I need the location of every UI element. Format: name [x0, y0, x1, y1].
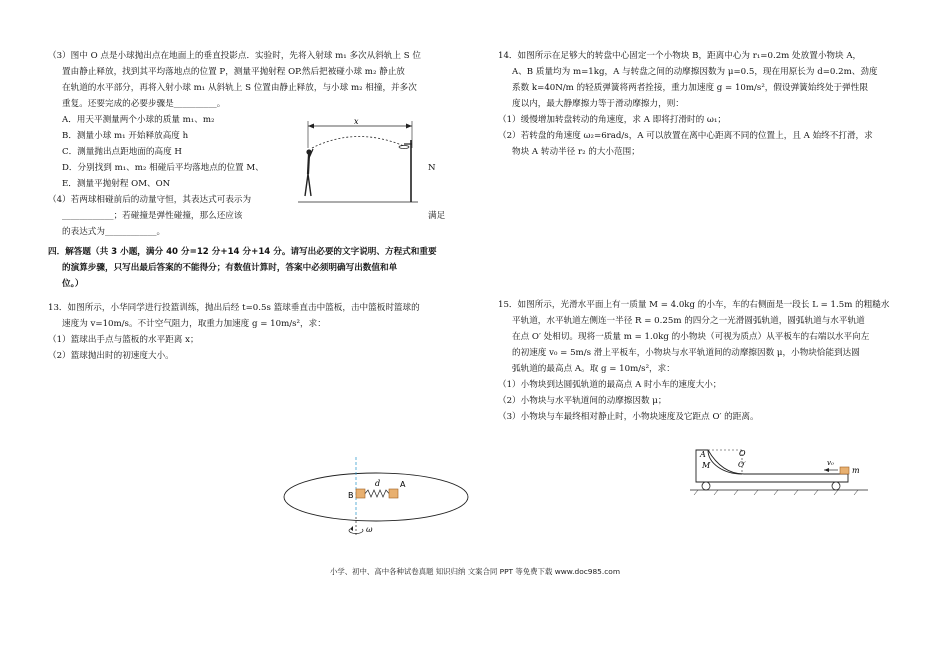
q15-sub: （3）小物块与车最终相对静止时，小物块速度及它距点 O′ 的距离。 — [498, 412, 759, 422]
page-footer: 小学、初中、高中各种试卷真题 知识归纳 文案合同 PPT 等免费下载 www.doc985.com — [329, 567, 621, 576]
option-c: C．测量抛出点距地面的高度 H — [62, 147, 182, 157]
q15-block — [498, 297, 903, 425]
q15-line: 的初速度 v₀ = 5m/s 滑上平板车，小物块与水平轨道间的动摩擦因数 μ，小物块恰能到达圆 — [512, 348, 860, 358]
right-column — [498, 48, 903, 160]
option-d: D．分别找到 m₁、m₂ 相碰后平均落地点的位置 M、 N — [48, 160, 453, 176]
q14-line: 14．如图所示在足够大的转盘中心固定一个小物块 B，距离中心为 r₁=0.2m 处放置小物块 A， — [498, 51, 862, 61]
q15-sub: （2）小物块与水平轨道间的动摩擦因数 μ； — [498, 396, 667, 406]
x-label: x — [354, 118, 359, 126]
option-a: A．用天平测量两个小球的质量 m₁、m₂ — [62, 115, 215, 125]
section-heading: 位。） — [62, 279, 84, 289]
q13-sub: （1）篮球出手点与篮板的水平距离 x； — [48, 335, 199, 345]
q3-line: （3）图中 O 点是小球抛出点在地面上的垂直投影点．实验时，先将入射球 m₁ 多次从斜轨上 S 位 — [48, 51, 421, 61]
q14-line: 系数 k=40N/m 的轻质弹簧将两者拴接，重力加速度 g = 10m/s²，假设弹簧始终处于弹性限 — [512, 83, 868, 93]
label-v0: v₀ — [827, 459, 834, 467]
basketball-figure — [296, 118, 426, 206]
label-a: A — [400, 480, 406, 489]
q4-line: （4）若两球相碰前后的动量守恒，其表达式可表示为 — [48, 195, 252, 205]
q3-line: 置由静止释放，找到其平均落地点的位置 P，测量平抛射程 OP.然后把被碰小球 m₂ 静止放 — [62, 67, 405, 77]
q14-line: A、B 质量均为 m=1kg，A 与转盘之间的动摩擦因数为 μ=0.5，现在用原长为 d=0.2m、劲度 — [512, 67, 878, 77]
q13-sub: （2）篮球抛出时的初速度大小。 — [48, 351, 174, 361]
label-d: d — [375, 479, 381, 488]
q14-sub: （1）缓慢增加转盘转动的角速度，求 A 即将打滑时的 ω₁； — [498, 115, 726, 125]
label-b: B — [348, 491, 354, 500]
q14-line: 度以内，最大静摩擦力等于滑动摩擦力，则： — [512, 99, 684, 109]
label-A: A — [700, 450, 706, 459]
label-O-prime: O′ — [738, 460, 746, 469]
q4-line: 的表达式为____________。 — [62, 227, 166, 237]
option-e: E．测量平抛射程 OM、ON — [62, 179, 171, 189]
q15-line: 平轨道，水平轨道左侧连一半径 R = 0.25m 的四分之一光滑圆弧轨道，圆弧轨道与水平轨道 — [512, 316, 865, 326]
q4-tail: 满足 — [428, 211, 446, 221]
option-d-tail: N — [428, 163, 436, 173]
q15-line: 15．如图所示，光滑水平面上有一质量 M = 4.0kg 的小车，车的右侧面是一段长 L = 1.5m 的粗糙水 — [498, 300, 890, 310]
q3-line: 在轨道的水平部分，再将入射小球 m₁ 从斜轨上 S 位置由静止释放，与小球 m₂ 相撞，并多次 — [62, 83, 417, 93]
label-O: O — [739, 449, 746, 458]
q15-sub: （1）小物块到达圆弧轨道的最高点 A 时小车的速度大小； — [498, 380, 722, 390]
label-omega: ω — [366, 525, 373, 534]
q15-line: 在点 O′ 处相切。现将一质量 m = 1.0kg 的小物块（可视为质点）从平板车的右端以水平向左 — [512, 332, 870, 342]
section-heading: 四．解答题（共 3 小题，满分 40 分=12 分+14 分+14 分。请写出必要的文字说明、方程式和重要 — [48, 247, 437, 257]
q13-line: 速度为 v=10m/s。不计空气阻力，取重力加速度 g = 10m/s²，求： — [62, 319, 326, 329]
section-heading: 的演算步骤，只写出最后答案的不能得分；有数值计算时，答案中必须明确写出数值和单 — [62, 263, 398, 273]
q13-line: 13．如图所示，小华同学进行投篮训练，抛出后经 t=0.5s 篮球垂直击中篮板，击中篮板时篮球的 — [48, 303, 420, 313]
q15-line: 弧轨道的最高点 A。取 g = 10m/s²，求： — [512, 364, 675, 374]
label-M: M — [702, 461, 711, 470]
cart-figure — [688, 446, 873, 498]
option-b: B．测量小球 m₁ 开始释放高度 h — [62, 131, 189, 141]
q14-sub: （2）若转盘的角速度 ω₂=6rad/s，A 可以放置在离中心距离不同的位置上，且 A 始终不打滑，求 — [498, 131, 873, 141]
q14-sub: 物块 A 转动半径 r₂ 的大小范围； — [512, 147, 640, 157]
left-column — [48, 48, 453, 364]
q3-line: 重复。还要完成的必要步骤是__________。 — [62, 99, 226, 109]
label-m: m — [852, 466, 860, 475]
q4-line: ____________；若碰撞是弹性碰撞，那么还应该 满足 — [48, 208, 453, 224]
turntable-figure — [276, 455, 476, 540]
